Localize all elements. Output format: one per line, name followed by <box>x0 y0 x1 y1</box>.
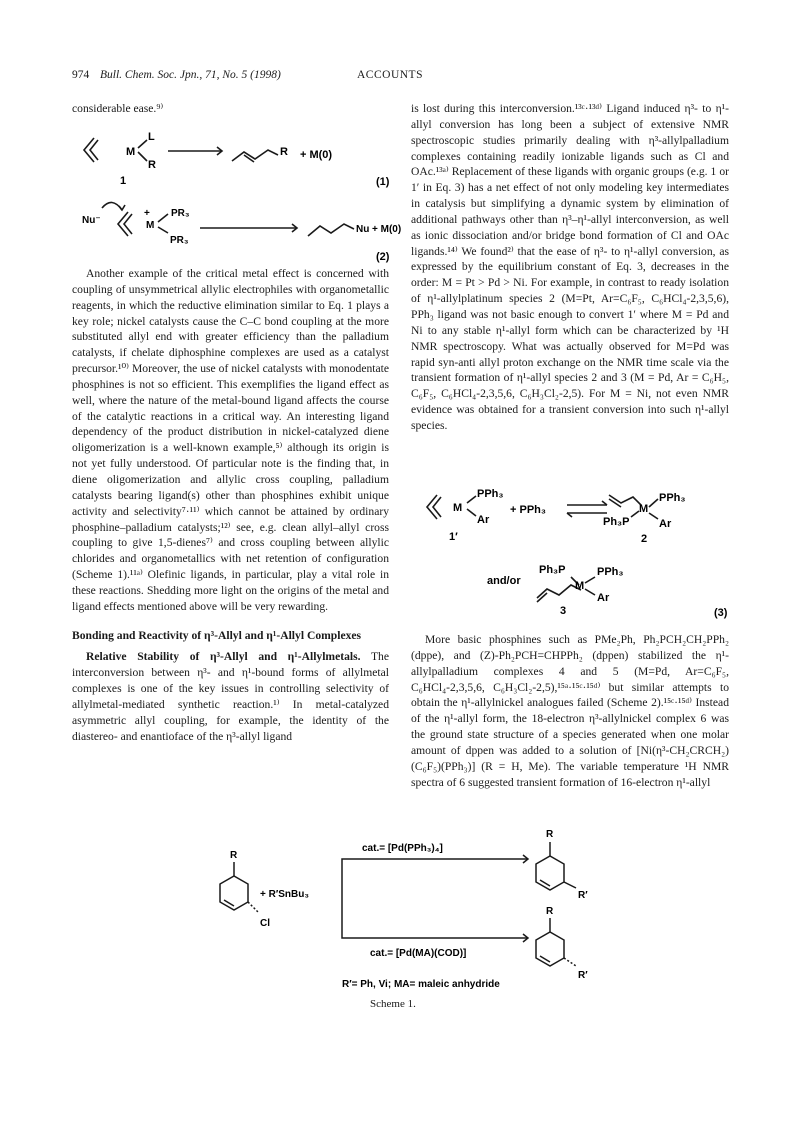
scheme-footnote: R′= Ph, Vi; MA= maleic anhydride <box>342 979 500 990</box>
eq3-compound-2: 2 <box>641 533 648 545</box>
eq2-M: M <box>146 220 155 231</box>
equation-3 <box>411 485 731 630</box>
eq3-Ar-b: Ar <box>659 518 672 530</box>
eq3-Ph3P-c: Ph₃P <box>539 564 566 576</box>
equation-1 <box>72 128 392 192</box>
intro-line: considerable ease.⁹⁾ <box>72 102 164 115</box>
left-paragraph-1: Another example of the critical metal effect is concerned with coupling of unsymmetrical allylic electrophiles with organometallic reagents, in which the reductive elimination similar to Eq. 1 plays a key role; nickel catalysts cause the C–C bond coupling at the more substituted allyl end with greater efficiency than the palladium catalysts, if chelate diphosphine complexes are used as a catalyst precursor.¹⁰⁾ Moreover, the use of nickel catalysts with monodentate phosphines is not so efficient. This exemplifies the ligand effect as well, where the nature of the metal-bound ligand affects the course of the catalytic reactions in a critical way. An interesting ligand dependency of the product distribution in nickel-catalyzed diene oligomerization is a well-known example,⁵⁾ although its origin is not yet fully understood. Of particular note is the finding that, in diene oligomerization and allylic cross coupling, palladium catalysts bearing ligand(s) other than phosphines exhibit unique activity and selectivity⁷·¹¹⁾ which cannot be attained by ordinary phosphine–palladium catalysts;¹²⁾ see, e.g. clean allyl–allyl cross coupling to give 1,5-dienes⁷⁾ and cross coupling between allylic chlorides and organometallics with net retention of configuration (Scheme 1).¹¹ᵃ⁾ Olefinic ligands, in particular, play a vital role in these reactions. Shedding more light on the origins of the metal and ligand effects mentioned above will be very rewarding. <box>72 267 389 613</box>
scheme-bottom-product-R: R <box>546 906 554 917</box>
eq2-plus: + <box>144 208 150 219</box>
eq2-PR3-top: PR₃ <box>171 208 190 219</box>
left-paragraph-2-text: The interconversion between η³- and η¹-bound forms of allylmetal complexes is one of the key issues in controlling selectivity of allylmetal-mediated synthetic reaction.¹⁾ In metal-catalyzed asymmetric allyl coupling, for example, the identity of the diastereo- and enantioface of the η³-allyl ligand <box>72 650 389 743</box>
scheme-top-product-R: R <box>546 829 554 840</box>
left-column-body <box>72 266 389 744</box>
eq3-number: (3) <box>714 607 728 619</box>
eq1-R-product: R <box>280 146 288 158</box>
journal-citation: Bull. Chem. Soc. Jpn., 71, No. 5 (1998) <box>100 69 281 81</box>
scheme-caption: Scheme 1. <box>370 998 416 1010</box>
scheme-1 <box>180 822 620 997</box>
eq3-Ph3P-b: Ph₃P <box>603 516 630 528</box>
eq3-compound-3: 3 <box>560 605 567 617</box>
eq1-number: (1) <box>376 176 390 188</box>
eq2-PR3-bottom: PR₃ <box>170 235 189 246</box>
eq1-M: M <box>126 146 136 158</box>
eq2-number: (2) <box>376 251 390 263</box>
eq3-Ar-c: Ar <box>597 592 610 604</box>
eq3-Ar-a: Ar <box>477 514 490 526</box>
right-paragraph-2: More basic phosphines such as PMe₂Ph, Ph₂PCH₂CH₂PPh₂ (dppe), and (Z)-Ph₂PCH=CHPPh₂ (dppen) stabilized the η¹-allylpalladium complexes 4 and 5 (M=Pd, Ar=C₆F₅, C₆HCl₄-2,3,5,6, C₆H₃Cl₂-2,5),¹⁵ᵃ·¹⁵ᶜ·¹⁵ᵈ⁾ but similar attempts to obtain the η¹-allylnickel analogues failed (Scheme 2).¹⁵ᶜ·¹⁵ᵈ⁾ Instead of the η¹-allyl form, the 18-electron η³-allylnickel complex 6 was the ground state structure of a species generated when one molar amount of dppen was added to a solution of [Ni(η³-CH₂CRCH₂)(C₆F₅)(PPh₃)] (R = H, Me). The variable temperature ¹H NMR spectra of 6 suggested transient formation of 16-electron η¹-allyl <box>411 633 729 789</box>
eq3-compound-1prime: 1′ <box>449 531 458 543</box>
right-column <box>411 101 729 434</box>
left-column <box>72 101 389 117</box>
eq1-compound-1: 1 <box>120 175 127 187</box>
eq3-plus-PPh3: + PPh₃ <box>510 504 546 516</box>
eq2-metal0: + M(0) <box>372 224 402 235</box>
eq3-PPh3-a: PPh₃ <box>477 488 504 500</box>
scheme-bottom-catalyst: cat.= [Pd(MA)(COD)] <box>370 948 467 959</box>
eq1-L: L <box>148 131 155 143</box>
eq2-Nu: Nu <box>356 224 370 235</box>
scheme-top-catalyst: cat.= [Pd(PPh₃)₄] <box>362 843 443 854</box>
subsection-heading: Relative Stability of η³-Allyl and η¹-Allylmetals. <box>86 650 361 664</box>
scheme-bottom-product-Rprime: R′ <box>578 970 588 981</box>
eq3-PPh3-b: PPh₃ <box>659 492 686 504</box>
eq2-nucleophile: Nu⁻ <box>82 215 101 226</box>
eq3-M3: M <box>575 580 585 592</box>
eq3-M2: M <box>639 503 649 515</box>
equation-2 <box>72 196 402 263</box>
section-heading: Bonding and Reactivity of η³-Allyl and η¹-Allyl Complexes <box>72 628 362 642</box>
eq3-and-or: and/or <box>487 575 521 587</box>
scheme-reagent: + R′SnBu₃ <box>260 889 309 900</box>
section-title: ACCOUNTS <box>357 69 423 81</box>
scheme-substrate-R: R <box>230 850 238 861</box>
eq3-M1: M <box>453 502 463 514</box>
eq3-PPh3-c: PPh₃ <box>597 566 624 578</box>
right-paragraph-1: is lost during this interconversion.¹³ᶜ·¹³ᵈ⁾ Ligand induced η³- to η¹-allyl conversion has long been a subject of extensive NMR spectroscopic studies primarily dealing with η³-allylpalladium complexes containing readily ionizable ligands such as Cl and OAc.¹³ᵃ⁾ Replacement of these ligands with organic groups (e.g. 1 or 1′ in Eq. 3) has a net effect of not only modeling key intermediates in catalysis but simplifying a dynamic system by elimination of additional pathways other than η³–η¹-allyl interconversion, as well as ionic dissociation and/or bridge bond formation of Cl and OAc ligands.¹⁴⁾ We found²⁾ that the ease of η³- to η¹-allyl conversion, as expressed by the equilibrium constant of Eq. 3, decreases in the order: M = Pt > Pd > Ni. For example, in contrast to ready isolation of η¹-allylplatinum species 2 (M=Pt, Ar=C₆F₅, C₆HCl₄-2,3,5,6), PPh₃ ligand was not basic enough to convert 1′ where M = Pd and Ni to any stable η¹-allyl form which can be characterized by ¹H NMR spectroscopy. What was actually observed for M=Pd was rapid syn-anti allyl proton exchange on the NMR time scale via the transient formation of η¹-allyl species 2 and 3 (M = Pd, Ar = C₆H₅, C₆F₅, C₆HCl₄-2,3,5,6, C₆H₃Cl₂-2,5). For M = Ni, not even NMR evidence was obtained for a transient conversion into such η¹-allyl species. <box>411 102 729 432</box>
right-column-body <box>411 632 729 790</box>
eq1-R: R <box>148 159 156 171</box>
scheme-substrate-Cl: Cl <box>260 918 270 929</box>
eq1-metal0: + M(0) <box>300 149 333 161</box>
left-paragraph-2 <box>72 649 389 744</box>
scheme-top-product-Rprime: R′ <box>578 890 588 901</box>
page-number: 974 <box>72 69 90 81</box>
